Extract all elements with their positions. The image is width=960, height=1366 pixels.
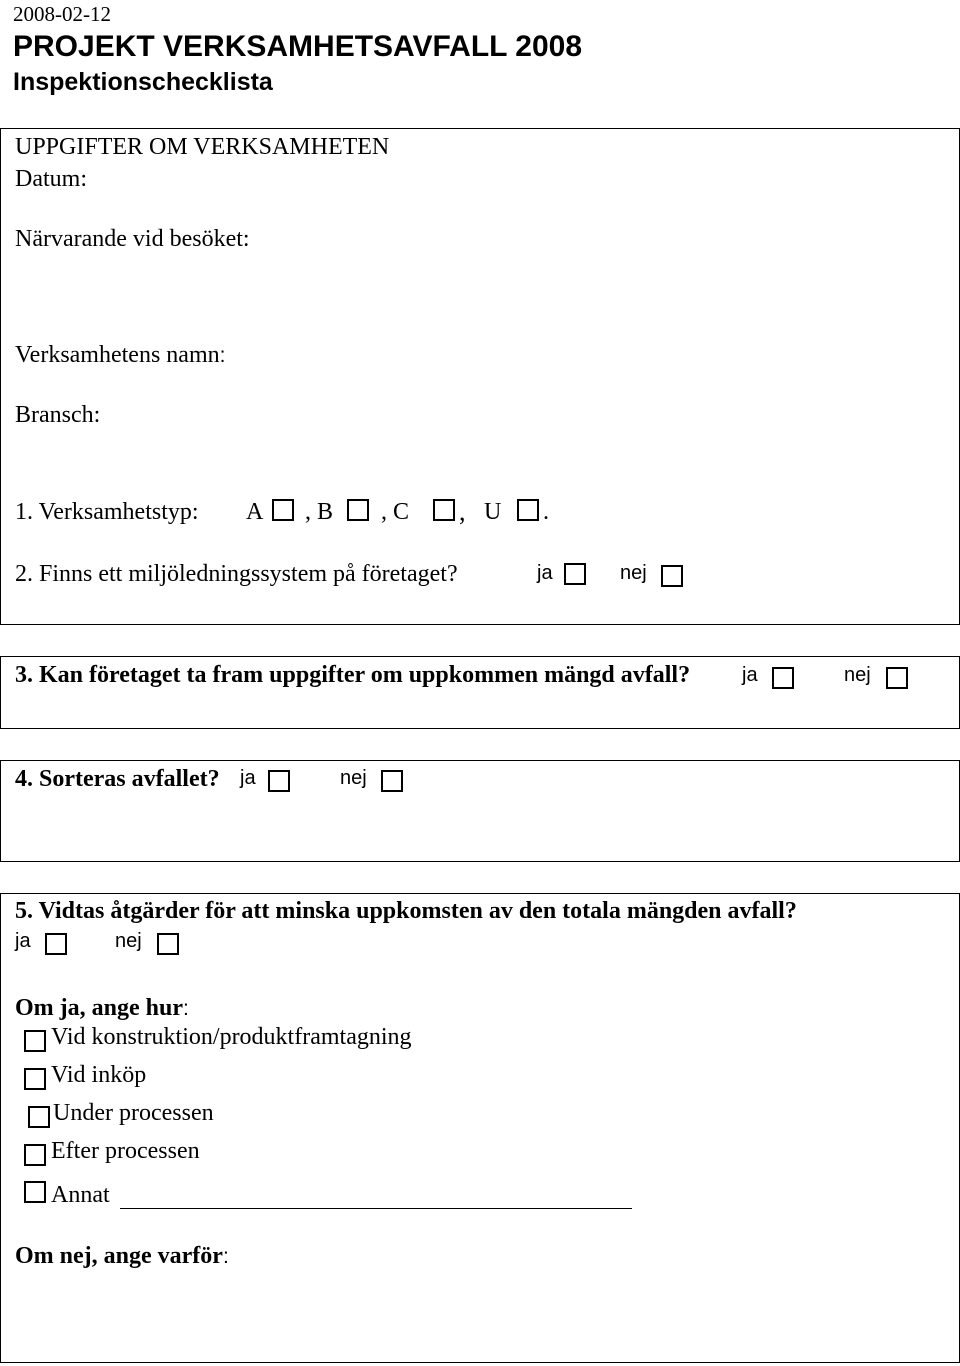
industry-label: Bransch:: [15, 402, 101, 428]
q3-yes-label: ja: [742, 664, 758, 686]
option-construction-label: Vid konstruktion/produktframtagning: [51, 1024, 412, 1050]
document-date: 2008-02-12: [13, 2, 111, 26]
document-subtitle: Inspektionschecklista: [13, 68, 273, 96]
q1-option-u-label: U: [484, 499, 502, 525]
q4-yes-checkbox[interactable]: [268, 770, 290, 792]
q2-yes-label: ja: [537, 562, 553, 584]
q3-yes-checkbox[interactable]: [772, 667, 794, 689]
option-during-process-checkbox[interactable]: [28, 1106, 50, 1128]
q4-yes-label: ja: [240, 767, 256, 789]
section-company-info: [0, 128, 960, 625]
q3-no-label: nej: [844, 664, 871, 686]
q4-no-checkbox[interactable]: [381, 770, 403, 792]
option-after-process-label: Efter processen: [51, 1138, 200, 1164]
q5-yes-label: ja: [15, 930, 31, 952]
q2-label: 2. Finns ett miljöledningssystem på företaget?: [15, 561, 458, 587]
q1-option-c-label: , C: [381, 499, 410, 525]
option-purchase-checkbox[interactable]: [24, 1068, 46, 1090]
section-heading: UPPGIFTER OM VERKSAMHETEN: [15, 134, 390, 160]
q2-no-label: nej: [620, 562, 647, 584]
q1-period: .: [543, 499, 549, 525]
q4-label: 4. Sorteras avfallet?: [15, 766, 220, 792]
option-purchase-label: Vid inköp: [51, 1062, 147, 1088]
q1-label: 1. Verksamhetstyp:: [15, 499, 199, 525]
q1-comma: ,: [459, 497, 466, 526]
date-field-label: Datum:: [15, 166, 87, 192]
q1-option-a-checkbox[interactable]: [272, 499, 294, 521]
present-field-label: Närvarande vid besöket:: [15, 226, 250, 252]
option-during-process-label: Under processen: [53, 1100, 214, 1126]
option-other-checkbox[interactable]: [24, 1181, 46, 1203]
option-other-input-line[interactable]: [120, 1208, 632, 1209]
q3-no-checkbox[interactable]: [886, 667, 908, 689]
company-name-label: Verksamhetens namn:: [15, 342, 226, 368]
q1-option-c-checkbox[interactable]: [433, 499, 455, 521]
option-after-process-checkbox[interactable]: [24, 1144, 46, 1166]
q1-option-b-label: , B: [305, 499, 334, 525]
q2-no-checkbox[interactable]: [661, 565, 683, 587]
q2-yes-checkbox[interactable]: [564, 563, 586, 585]
why-label: Om nej, ange varför:: [15, 1243, 229, 1269]
section-question-5: [0, 893, 960, 1363]
q5-no-checkbox[interactable]: [157, 933, 179, 955]
option-construction-checkbox[interactable]: [24, 1030, 46, 1052]
option-other-label: Annat: [51, 1182, 110, 1208]
q1-option-b-checkbox[interactable]: [347, 499, 369, 521]
q4-no-label: nej: [340, 767, 367, 789]
q1-option-a-label: A: [246, 499, 264, 525]
q3-label: 3. Kan företaget ta fram uppgifter om uppkommen mängd avfall?: [15, 662, 691, 688]
document-title: PROJEKT VERKSAMHETSAVFALL 2008: [13, 30, 583, 63]
how-label: Om ja, ange hur:: [15, 995, 189, 1021]
q1-option-u-checkbox[interactable]: [517, 499, 539, 521]
q5-no-label: nej: [115, 930, 142, 952]
q5-yes-checkbox[interactable]: [45, 933, 67, 955]
q5-label: 5. Vidtas åtgärder för att minska uppkomsten av den totala mängden avfall?: [15, 898, 797, 924]
